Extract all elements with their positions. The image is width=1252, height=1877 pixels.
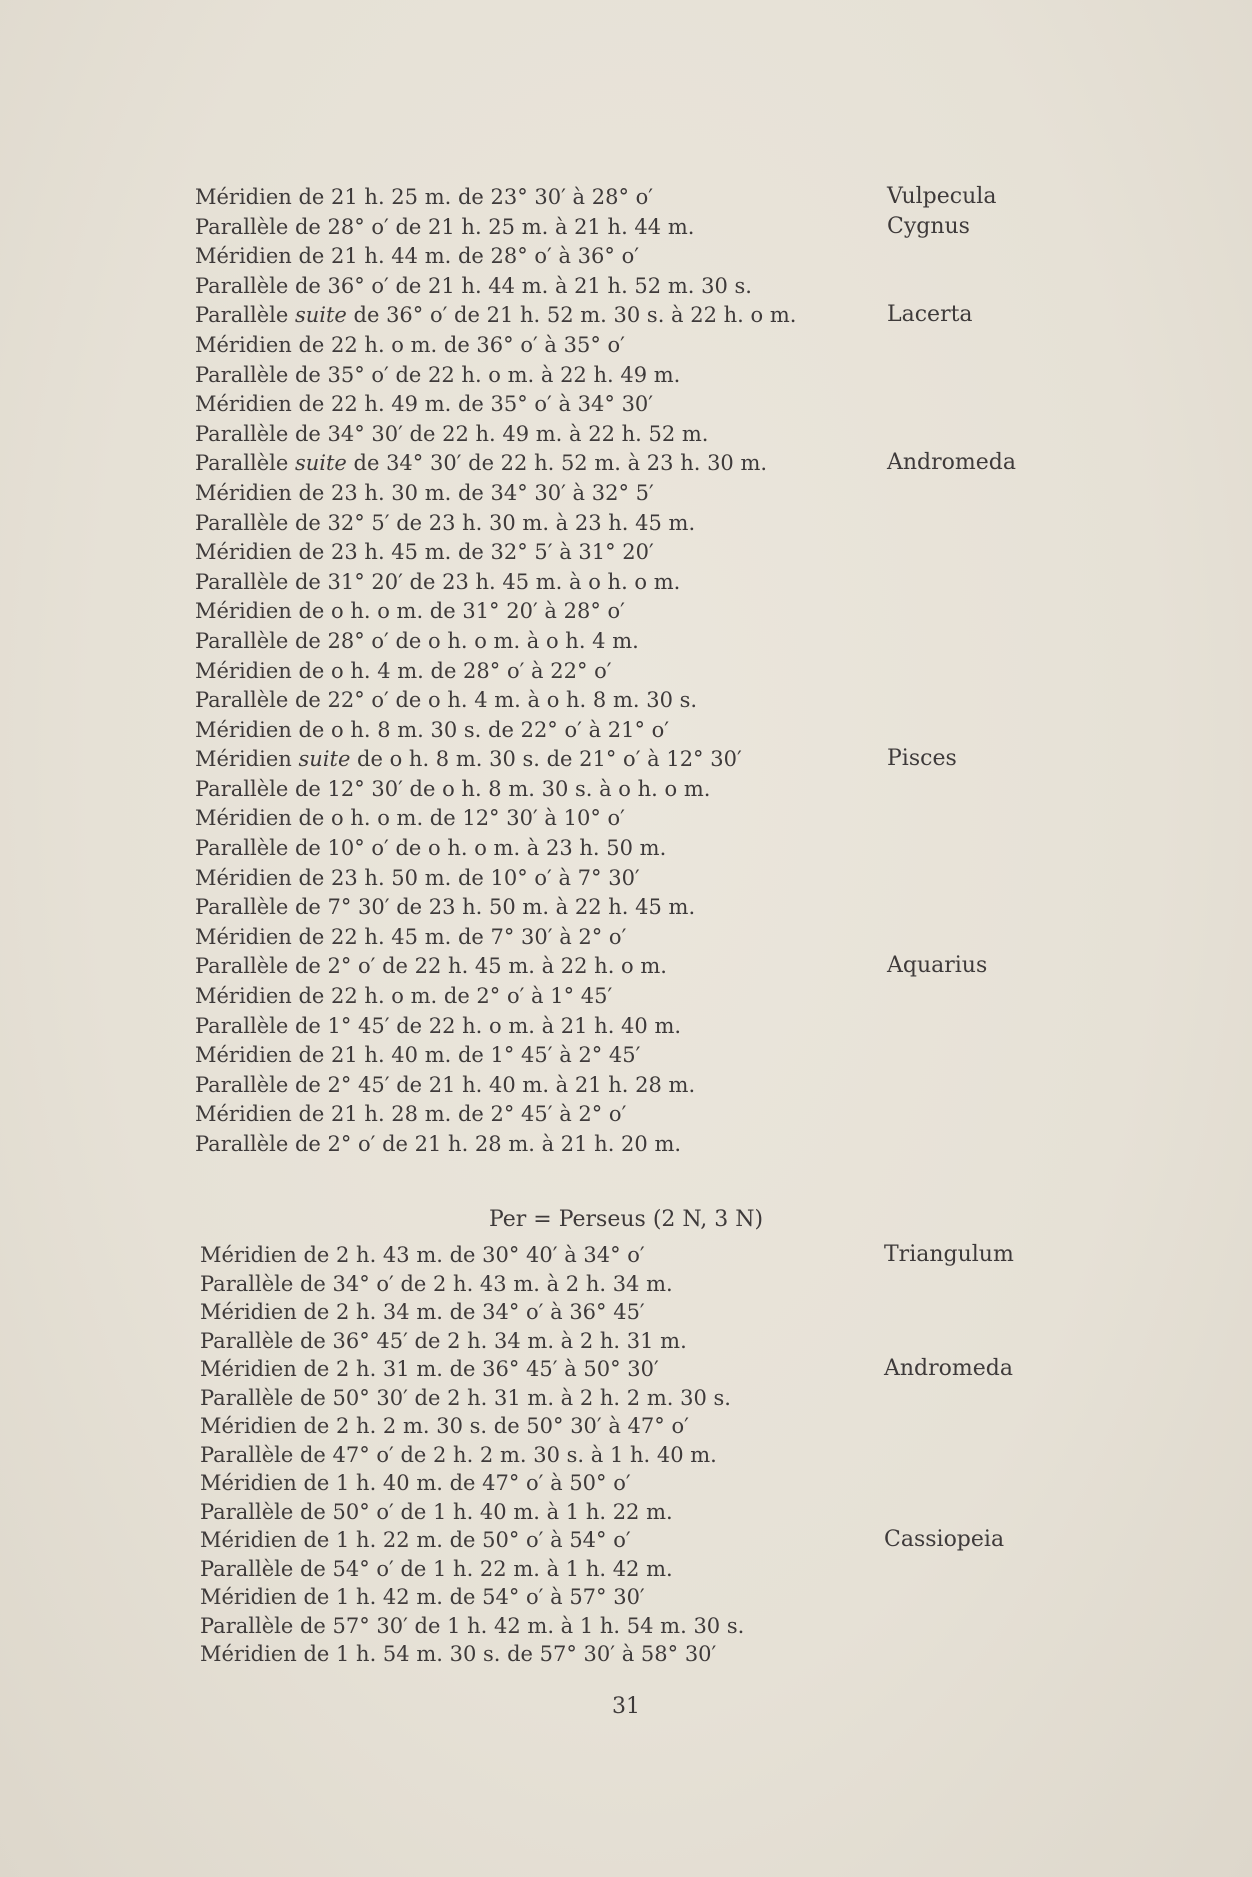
- boundary-row: [0, 806, 1252, 836]
- boundary-row: [0, 1102, 1252, 1132]
- boundary-line: Méridien de o h. 8 m. 30 s. de 22° o′ à 21° o′: [195, 717, 670, 742]
- boundary-row: [0, 1132, 1252, 1162]
- boundary-line: Parallèle de 34° 30′ de 22 h. 49 m. à 22 h. 52 m.: [195, 421, 709, 446]
- boundary-line: Parallèle de 54° o′ de 1 h. 22 m. à 1 h. 42 m.: [200, 1556, 673, 1581]
- boundary-row: [0, 1528, 1252, 1557]
- constellation-label: Lacerta: [887, 302, 973, 328]
- boundary-line: Parallèle de 12° 30′ de o h. 8 m. 30 s. à o h. o m.: [195, 776, 711, 801]
- boundary-line: Parallèle de 28° o′ de 21 h. 25 m. à 21 h. 44 m.: [195, 214, 695, 239]
- boundary-line: Parallèle de 32° 5′ de 23 h. 30 m. à 23 h. 45 m.: [195, 510, 696, 535]
- boundary-line: Parallèle de 22° o′ de o h. 4 m. à o h. 8 m. 30 s.: [195, 688, 698, 713]
- boundary-line: Parallèle de 50° o′ de 1 h. 40 m. à 1 h. 22 m.: [200, 1499, 673, 1524]
- boundary-row: [0, 363, 1252, 393]
- constellation-label: Vulpecula: [887, 184, 997, 209]
- suite-word: suite: [294, 303, 347, 328]
- boundary-row: [0, 1500, 1252, 1529]
- boundary-row: [0, 954, 1252, 984]
- boundary-row: [0, 895, 1252, 925]
- boundary-line: Parallèle de 35° o′ de 22 h. o m. à 22 h. 49 m.: [195, 362, 681, 387]
- boundary-row: [0, 1329, 1252, 1358]
- boundary-row: [0, 925, 1252, 955]
- boundary-line-end: de 36° o′ de 21 h. 52 m. 30 s. à 22 h. o m.: [346, 303, 797, 328]
- boundary-row: [0, 1414, 1252, 1443]
- boundary-line: Méridien de o h. o m. de 12° 30′ à 10° o′: [195, 806, 625, 831]
- boundary-line: Méridien de 2 h. 31 m. de 36° 45′ à 50° 30′: [200, 1357, 659, 1381]
- constellation-label: Cassiopeia: [884, 1527, 1005, 1552]
- boundary-line: Méridien de 23 h. 45 m. de 32° 5′ à 31° 20′: [195, 540, 654, 565]
- boundary-line: Parallèle de 57° 30′ de 1 h. 42 m. à 1 h. 54 m. 30 s.: [200, 1613, 745, 1638]
- suite-word: suite: [298, 747, 351, 772]
- constellation-label: Triangulum: [884, 1242, 1014, 1267]
- boundary-line: Méridien de 21 h. 25 m. de 23° 30′ à 28° o′: [195, 185, 654, 209]
- constellation-label: Aquarius: [887, 953, 988, 979]
- boundary-line: Méridien de 22 h. o m. de 2° o′ à 1° 45′: [195, 984, 613, 1009]
- boundary-row: [0, 244, 1252, 274]
- section-heading-perseus: Per = Perseus (2 N, 3 N): [488, 1207, 764, 1232]
- boundary-row: [0, 1073, 1252, 1103]
- boundary-row: [0, 984, 1252, 1014]
- boundary-row: [0, 629, 1252, 659]
- boundary-row: [0, 215, 1252, 245]
- boundary-row: [0, 1557, 1252, 1586]
- boundary-line: Méridien de 22 h. 45 m. de 7° 30′ à 2° o′: [195, 924, 627, 949]
- constellation-label: Andromeda: [887, 450, 1016, 476]
- boundary-line: Méridien de 1 h. 22 m. de 50° o′ à 54° o′: [200, 1528, 631, 1552]
- boundary-line: [195, 303, 796, 327]
- page-number: 31: [612, 1694, 640, 1719]
- suite-word: suite: [294, 451, 347, 476]
- boundary-list-section-1: [0, 185, 1252, 1162]
- boundary-row: [0, 836, 1252, 866]
- boundary-line: Méridien de o h. 4 m. de 28° o′ à 22° o′: [195, 658, 612, 683]
- boundary-line-start: Parallèle: [195, 451, 295, 476]
- boundary-line: Méridien de 1 h. 40 m. de 47° o′ à 50° o′: [200, 1471, 631, 1495]
- boundary-row: [0, 1043, 1252, 1073]
- boundary-row: [0, 481, 1252, 511]
- boundary-line: Parallèle de 1° 45′ de 22 h. o m. à 21 h. 40 m.: [195, 1013, 682, 1038]
- boundary-line: Méridien de 23 h. 50 m. de 10° o′ à 7° 30′: [195, 865, 640, 890]
- boundary-row: [0, 274, 1252, 304]
- boundary-row: [0, 303, 1252, 333]
- boundary-line-start: Parallèle: [195, 303, 295, 328]
- boundary-row: [0, 511, 1252, 541]
- boundary-line-end: de o h. 8 m. 30 s. de 21° o′ à 12° 30′: [350, 747, 742, 772]
- boundary-line: Méridien de 22 h. o m. de 36° o′ à 35° o′: [195, 332, 625, 357]
- boundary-row: [0, 422, 1252, 452]
- boundary-line: Parallèle de 36° o′ de 21 h. 44 m. à 21 h. 52 m. 30 s.: [195, 273, 752, 298]
- boundary-row: [0, 333, 1252, 363]
- boundary-line-end: de 34° 30′ de 22 h. 52 m. à 23 h. 30 m.: [346, 451, 768, 476]
- boundary-row: [0, 747, 1252, 777]
- boundary-line: Méridien de 21 h. 28 m. de 2° 45′ à 2° o′: [195, 1102, 627, 1127]
- boundary-row: [0, 1614, 1252, 1643]
- boundary-row: [0, 599, 1252, 629]
- boundary-row: [0, 1585, 1252, 1614]
- constellation-label: Andromeda: [884, 1356, 1013, 1381]
- boundary-row: [0, 1243, 1252, 1272]
- boundary-line: Parallèle de 7° 30′ de 23 h. 50 m. à 22 h. 45 m.: [195, 895, 696, 920]
- boundary-line: Méridien de 22 h. 49 m. de 35° o′ à 34° 30′: [195, 392, 654, 417]
- boundary-row: [0, 1272, 1252, 1301]
- boundary-row: [0, 777, 1252, 807]
- boundary-line: Parallèle de 28° o′ de o h. o m. à o h. 4 m.: [195, 628, 639, 653]
- boundary-line: Méridien de 2 h. 2 m. 30 s. de 50° 30′ à 47° o′: [200, 1414, 689, 1438]
- boundary-line: [195, 747, 742, 771]
- boundary-line-start: Méridien: [195, 747, 299, 772]
- boundary-line: Parallèle de 2° o′ de 22 h. 45 m. à 22 h. o m.: [195, 954, 667, 979]
- boundary-row: [0, 659, 1252, 689]
- boundary-row: [0, 1357, 1252, 1386]
- boundary-row: [0, 1443, 1252, 1472]
- boundary-row: [0, 718, 1252, 748]
- boundary-line: Méridien de o h. o m. de 31° 20′ à 28° o′: [195, 599, 625, 624]
- boundary-line: Méridien de 1 h. 54 m. 30 s. de 57° 30′ à 58° 30′: [200, 1642, 717, 1666]
- boundary-line: Méridien de 2 h. 34 m. de 34° o′ à 36° 45′: [200, 1300, 645, 1324]
- boundary-row: [0, 688, 1252, 718]
- boundary-line: Parallèle de 47° o′ de 2 h. 2 m. 30 s. à 1 h. 40 m.: [200, 1442, 717, 1467]
- boundary-row: [0, 1471, 1252, 1500]
- boundary-line: Parallèle de 34° o′ de 2 h. 43 m. à 2 h. 34 m.: [200, 1271, 673, 1296]
- constellation-label: Cygnus: [887, 213, 970, 239]
- boundary-line: Parallèle de 50° 30′ de 2 h. 31 m. à 2 h. 2 m. 30 s.: [200, 1385, 731, 1410]
- boundary-row: [0, 1642, 1252, 1671]
- boundary-line: Méridien de 21 h. 44 m. de 28° o′ à 36° o′: [195, 244, 639, 269]
- boundary-line: Parallèle de 2° 45′ de 21 h. 40 m. à 21 h. 28 m.: [195, 1072, 696, 1097]
- boundary-row: [0, 451, 1252, 481]
- boundary-line: [195, 451, 767, 475]
- boundary-line: Parallèle de 10° o′ de o h. o m. à 23 h. 50 m.: [195, 836, 667, 861]
- boundary-line: Méridien de 2 h. 43 m. de 30° 40′ à 34° o′: [200, 1243, 645, 1267]
- boundary-line: Méridien de 1 h. 42 m. de 54° o′ à 57° 30′: [200, 1585, 645, 1609]
- boundary-line: Méridien de 21 h. 40 m. de 1° 45′ à 2° 45′: [195, 1043, 641, 1068]
- boundary-row: [0, 570, 1252, 600]
- boundary-row: [0, 1014, 1252, 1044]
- boundary-row: [0, 1386, 1252, 1415]
- boundary-line: Méridien de 23 h. 30 m. de 34° 30′ à 32° 5′: [195, 480, 654, 505]
- boundary-row: [0, 185, 1252, 215]
- boundary-list-section-2: [0, 1243, 1252, 1671]
- constellation-label: Pisces: [887, 746, 957, 772]
- boundary-row: [0, 1300, 1252, 1329]
- boundary-row: [0, 866, 1252, 896]
- boundary-row: [0, 540, 1252, 570]
- boundary-line: Parallèle de 31° 20′ de 23 h. 45 m. à o h. o m.: [195, 569, 681, 594]
- boundary-line: Parallèle de 2° o′ de 21 h. 28 m. à 21 h. 20 m.: [195, 1132, 682, 1156]
- boundary-line: Parallèle de 36° 45′ de 2 h. 34 m. à 2 h. 31 m.: [200, 1328, 687, 1353]
- boundary-row: [0, 392, 1252, 422]
